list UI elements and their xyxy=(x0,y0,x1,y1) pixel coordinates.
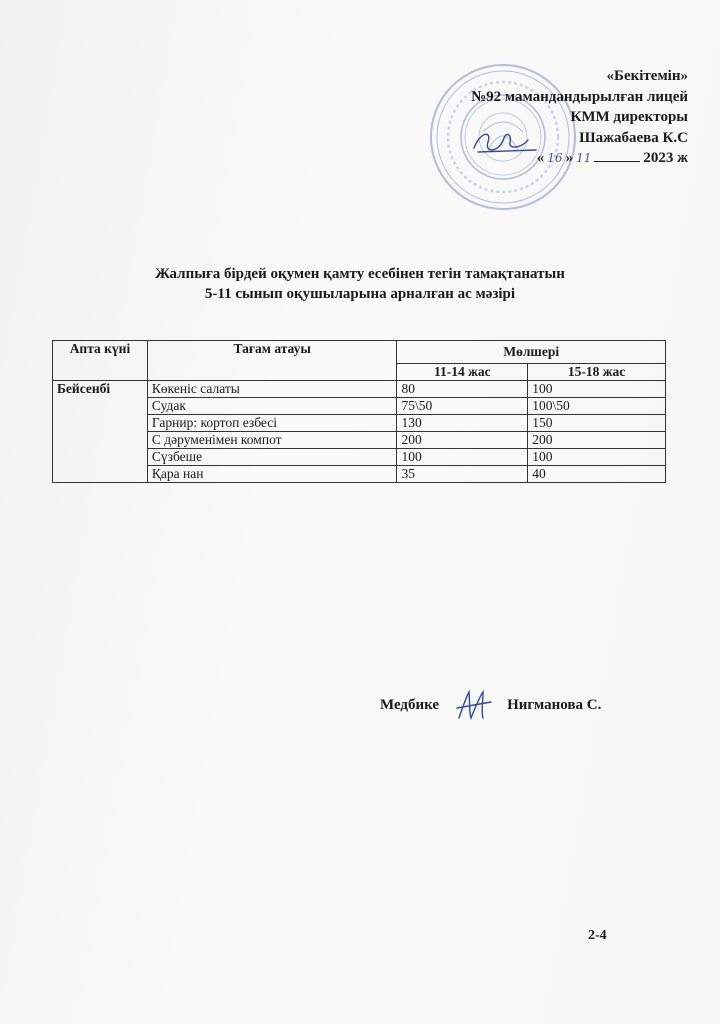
approval-date xyxy=(537,148,688,169)
nurse-signature xyxy=(453,688,499,722)
title-line-1: Жалпыға бірдей оқумен қамту есебінен тегін тамақтанатын xyxy=(155,266,565,282)
amount-15-18-cell: 100 xyxy=(528,381,666,398)
document-title xyxy=(40,264,680,304)
amount-11-14-cell: 200 xyxy=(397,432,528,449)
date-blank-line xyxy=(594,161,640,162)
page-number: 2-4 xyxy=(588,928,607,943)
day-cell: Бейсенбі xyxy=(53,381,148,483)
header-age-11-14: 11-14 жас xyxy=(397,364,528,381)
dish-cell: Судак xyxy=(147,398,397,415)
amount-15-18-cell: 200 xyxy=(528,432,666,449)
amount-15-18-cell: 100\50 xyxy=(528,398,666,415)
date-day: 16 xyxy=(547,151,563,165)
date-month: 11 xyxy=(576,151,592,165)
dish-cell: Қара нан xyxy=(147,466,397,483)
table-row xyxy=(53,381,666,398)
approval-heading: «Бекітемін» xyxy=(606,68,688,84)
nurse-role: Медбике xyxy=(380,696,440,713)
date-close-quote: » xyxy=(565,150,574,166)
approval-block xyxy=(471,66,688,169)
date-open-quote: « xyxy=(536,150,545,166)
amount-15-18-cell: 100 xyxy=(528,449,666,466)
header-age-15-18: 15-18 жас xyxy=(528,364,666,381)
amount-15-18-cell: 150 xyxy=(528,415,666,432)
header-amount: Мөлшері xyxy=(397,341,666,364)
nurse-name: Нигманова С. xyxy=(507,696,602,713)
amount-11-14-cell: 130 xyxy=(397,415,528,432)
amount-11-14-cell: 80 xyxy=(397,381,528,398)
nurse-signoff xyxy=(380,688,601,722)
menu-table xyxy=(52,340,666,483)
dish-cell: С дәруменімен компот xyxy=(147,432,397,449)
header-dish: Тағам атауы xyxy=(147,341,397,381)
header-row xyxy=(53,341,666,364)
approval-institution: №92 мамандандырылған лицей xyxy=(471,88,688,105)
amount-11-14-cell: 35 xyxy=(397,466,528,483)
approval-director-name: Шажабаева К.С xyxy=(579,129,688,146)
dish-cell: Гарнир: кортоп езбесі xyxy=(147,415,397,432)
amount-11-14-cell: 100 xyxy=(397,449,528,466)
dish-cell: Көкеніс салаты xyxy=(147,381,397,398)
header-day: Апта күні xyxy=(53,341,148,381)
amount-15-18-cell: 40 xyxy=(528,466,666,483)
dish-cell: Сүзбеше xyxy=(147,449,397,466)
title-line-2: 5-11 сынып оқушыларына арналған ас мәзірі xyxy=(204,286,516,302)
date-year: 2023 ж xyxy=(643,150,688,166)
amount-11-14-cell: 75\50 xyxy=(397,398,528,415)
approval-position: КММ директоры xyxy=(570,109,688,125)
